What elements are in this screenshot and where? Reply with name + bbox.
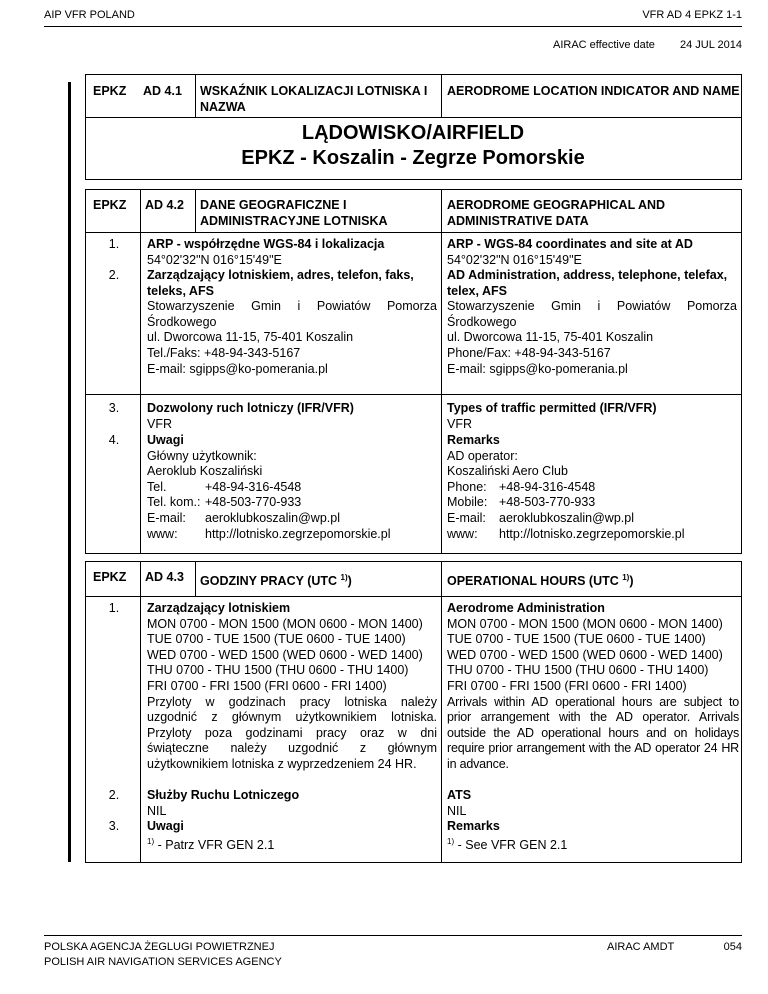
ad42-item1-pl: ARP - współrzędne WGS-84 i lokalizacja 54°02'32"N 016°15'49"E [147, 237, 385, 267]
header-effective-date: 24 JUL 2014 [680, 39, 742, 51]
ad42-number: AD 4.2 [145, 198, 184, 212]
ad43-item1-en-note: Arrivals within AD operational hours are subject to prior arrangement with the AD operator. Arrivals outside the AD operational hours and on holidays require prior arrangement with the AD operator 24 HR in advance. [447, 694, 739, 771]
header-page-ref: VFR AD 4 EPKZ 1-1 [642, 9, 742, 21]
ad42-item4-en: Remarks AD operator: Koszaliński Aero Club Phone: +48-94-316-4548 Mobile: +48-503-770-933 E-mail: aeroklubkoszalin@wp.pl www: http://lotnisko.zegrzepomorskie.pl [447, 433, 685, 541]
ad41-number: AD 4.1 [143, 84, 182, 98]
ad42-item2-number: 2. [108, 268, 120, 282]
footer-rule [44, 935, 742, 936]
ad41-title-en: AERODROME LOCATION INDICATOR AND NAME [447, 84, 740, 98]
ad41-title-pl: WSKAŹNIK LOKALIZACJI LOTNISKA I NAZWA [200, 84, 428, 114]
aerodrome-location-heading: EPKZ - Koszalin - Zegrze Pomorskie [241, 147, 585, 169]
ad42-item3-number: 3. [108, 401, 120, 415]
ad43-item3-en: Remarks $^{1)}$ - See VFR GEN 2.1 [447, 819, 568, 852]
aerodrome-name-heading: LĄDOWISKO/AIRFIELD [301, 122, 525, 144]
ad42-item1-number: 1. [108, 237, 120, 251]
ad43-item2-en: ATS NIL [447, 788, 472, 818]
ad42-title-pl: DANE GEOGRAFICZNE I ADMINISTRACYJNE LOTNISKA [200, 198, 388, 228]
ad43-item1-en: Aerodrome Administration MON 0700 - MON 1500 (MON 0600 - MON 1400) TUE 0700 - TUE 1500 (TUE 0600 - TUE 1400) WED 0700 - WED 1500 (WED 0600 - WED 1400) THU 0700 - THU 1500 (THU 0600 - THU 1400) FRI 0700 - FRI 1500 (FRI 0600 - FRI 1400) Arrivals within AD operational hours are subject to prior arrangement with the AD operator. Arrivals outside the AD operational hours and on holidays require prior arrangement with the AD operator 24 HR in advance. [447, 601, 739, 771]
ad42-item4-number: 4. [108, 433, 120, 447]
ad42-item3-pl: Dozwolony ruch lotniczy (IFR/VFR) VFR [147, 401, 354, 431]
ad43-item3-pl: Uwagi $^{1)}$ - Patrz VFR GEN 2.1 [147, 819, 275, 852]
ad43-item2-number: 2. [108, 788, 120, 802]
ad43-title-en: OPERATIONAL HOURS (UTC $^{1)}$) [447, 573, 634, 588]
footer-agency-pl: POLSKA AGENCJA ŻEGLUGI POWIETRZNEJ [44, 941, 275, 953]
header-aip-title: AIP VFR POLAND [44, 9, 135, 21]
ad43-item1-pl-note: Przyloty w godzinach pracy lotniska należy uzgodnić z głównym użytkownikiem lotniska. Przyloty poza godzinami pracy oraz w dni świąteczne należy uzgodnić z głównym użytkownikiem lotniska z wyprzedzeniem 24 HR. [147, 694, 437, 771]
footer-amdt-number: 054 [723, 941, 742, 953]
ad42-item2-en: AD Administration, address, telephone, telefax, telex, AFS Stowarzyszenie Gmin i Powiatów Pomorza Środkowego ul. Dworcowa 11-15, 75-401 Koszalin Phone/Fax: +48-94-343-5167 E-mail: sgipps@ko-pomerania.pl [447, 268, 737, 376]
ad42-item2-pl: Zarządzający lotniskiem, adres, telefon, faks, teleks, AFS Stowarzyszenie Gmin i Powiatów Pomorza Środkowego ul. Dworcowa 11-15, 75-401 Koszalin Tel./Faks: +48-94-343-5167 E-mail: sgipps@ko-pomerania.pl [147, 268, 437, 376]
ad43-code: EPKZ [93, 570, 127, 584]
amendment-bar [68, 82, 71, 862]
ad43-item3-number: 3. [108, 819, 120, 833]
ad42-title-en: AERODROME GEOGRAPHICAL AND ADMINISTRATIVE DATA [447, 198, 666, 228]
ad43-title-pl: GODZINY PRACY (UTC $^{1)}$) [200, 573, 352, 588]
header-effective-label: AIRAC effective date [553, 39, 655, 51]
footer-agency-en: POLISH AIR NAVIGATION SERVICES AGENCY [44, 956, 282, 968]
ad43-number: AD 4.3 [145, 570, 184, 584]
ad43-item2-pl: Służby Ruchu Lotniczego NIL [147, 788, 300, 818]
header-rule [44, 26, 742, 27]
ad43-item1-pl: Zarządzający lotniskiem MON 0700 - MON 1500 (MON 0600 - MON 1400) TUE 0700 - TUE 1500 (TUE 0600 - TUE 1400) WED 0700 - WED 1500 (WED 0600 - WED 1400) THU 0700 - THU 1500 (THU 0600 - THU 1400) FRI 0700 - FRI 1500 (FRI 0600 - FRI 1400) Przyloty w godzinach pracy lotniska należy uzgodnić z głównym użytkownikiem lotniska. Przyloty poza godzinami pracy oraz w dni świąteczne należy uzgodnić z głównym użytkownikiem lotniska z wyprzedzeniem 24 HR. [147, 601, 437, 771]
footer-amdt-label: AIRAC AMDT [607, 941, 675, 953]
ad41-code: EPKZ [93, 84, 127, 98]
ad43-item1-number: 1. [108, 601, 120, 615]
ad42-item3-en: Types of traffic permitted (IFR/VFR) VFR [447, 401, 657, 431]
ad42-item4-pl: Uwagi Główny użytkownik: Aeroklub Koszaliński Tel. +48-94-316-4548 Tel. kom.: +48-503-770-933 E-mail: aeroklubkoszalin@wp.pl www: http://lotnisko.zegrzepomorskie.pl [147, 433, 391, 541]
ad42-code: EPKZ [93, 198, 127, 212]
ad42-item1-en: ARP - WGS-84 coordinates and site at AD 54°02'32"N 016°15'49"E [447, 237, 693, 267]
